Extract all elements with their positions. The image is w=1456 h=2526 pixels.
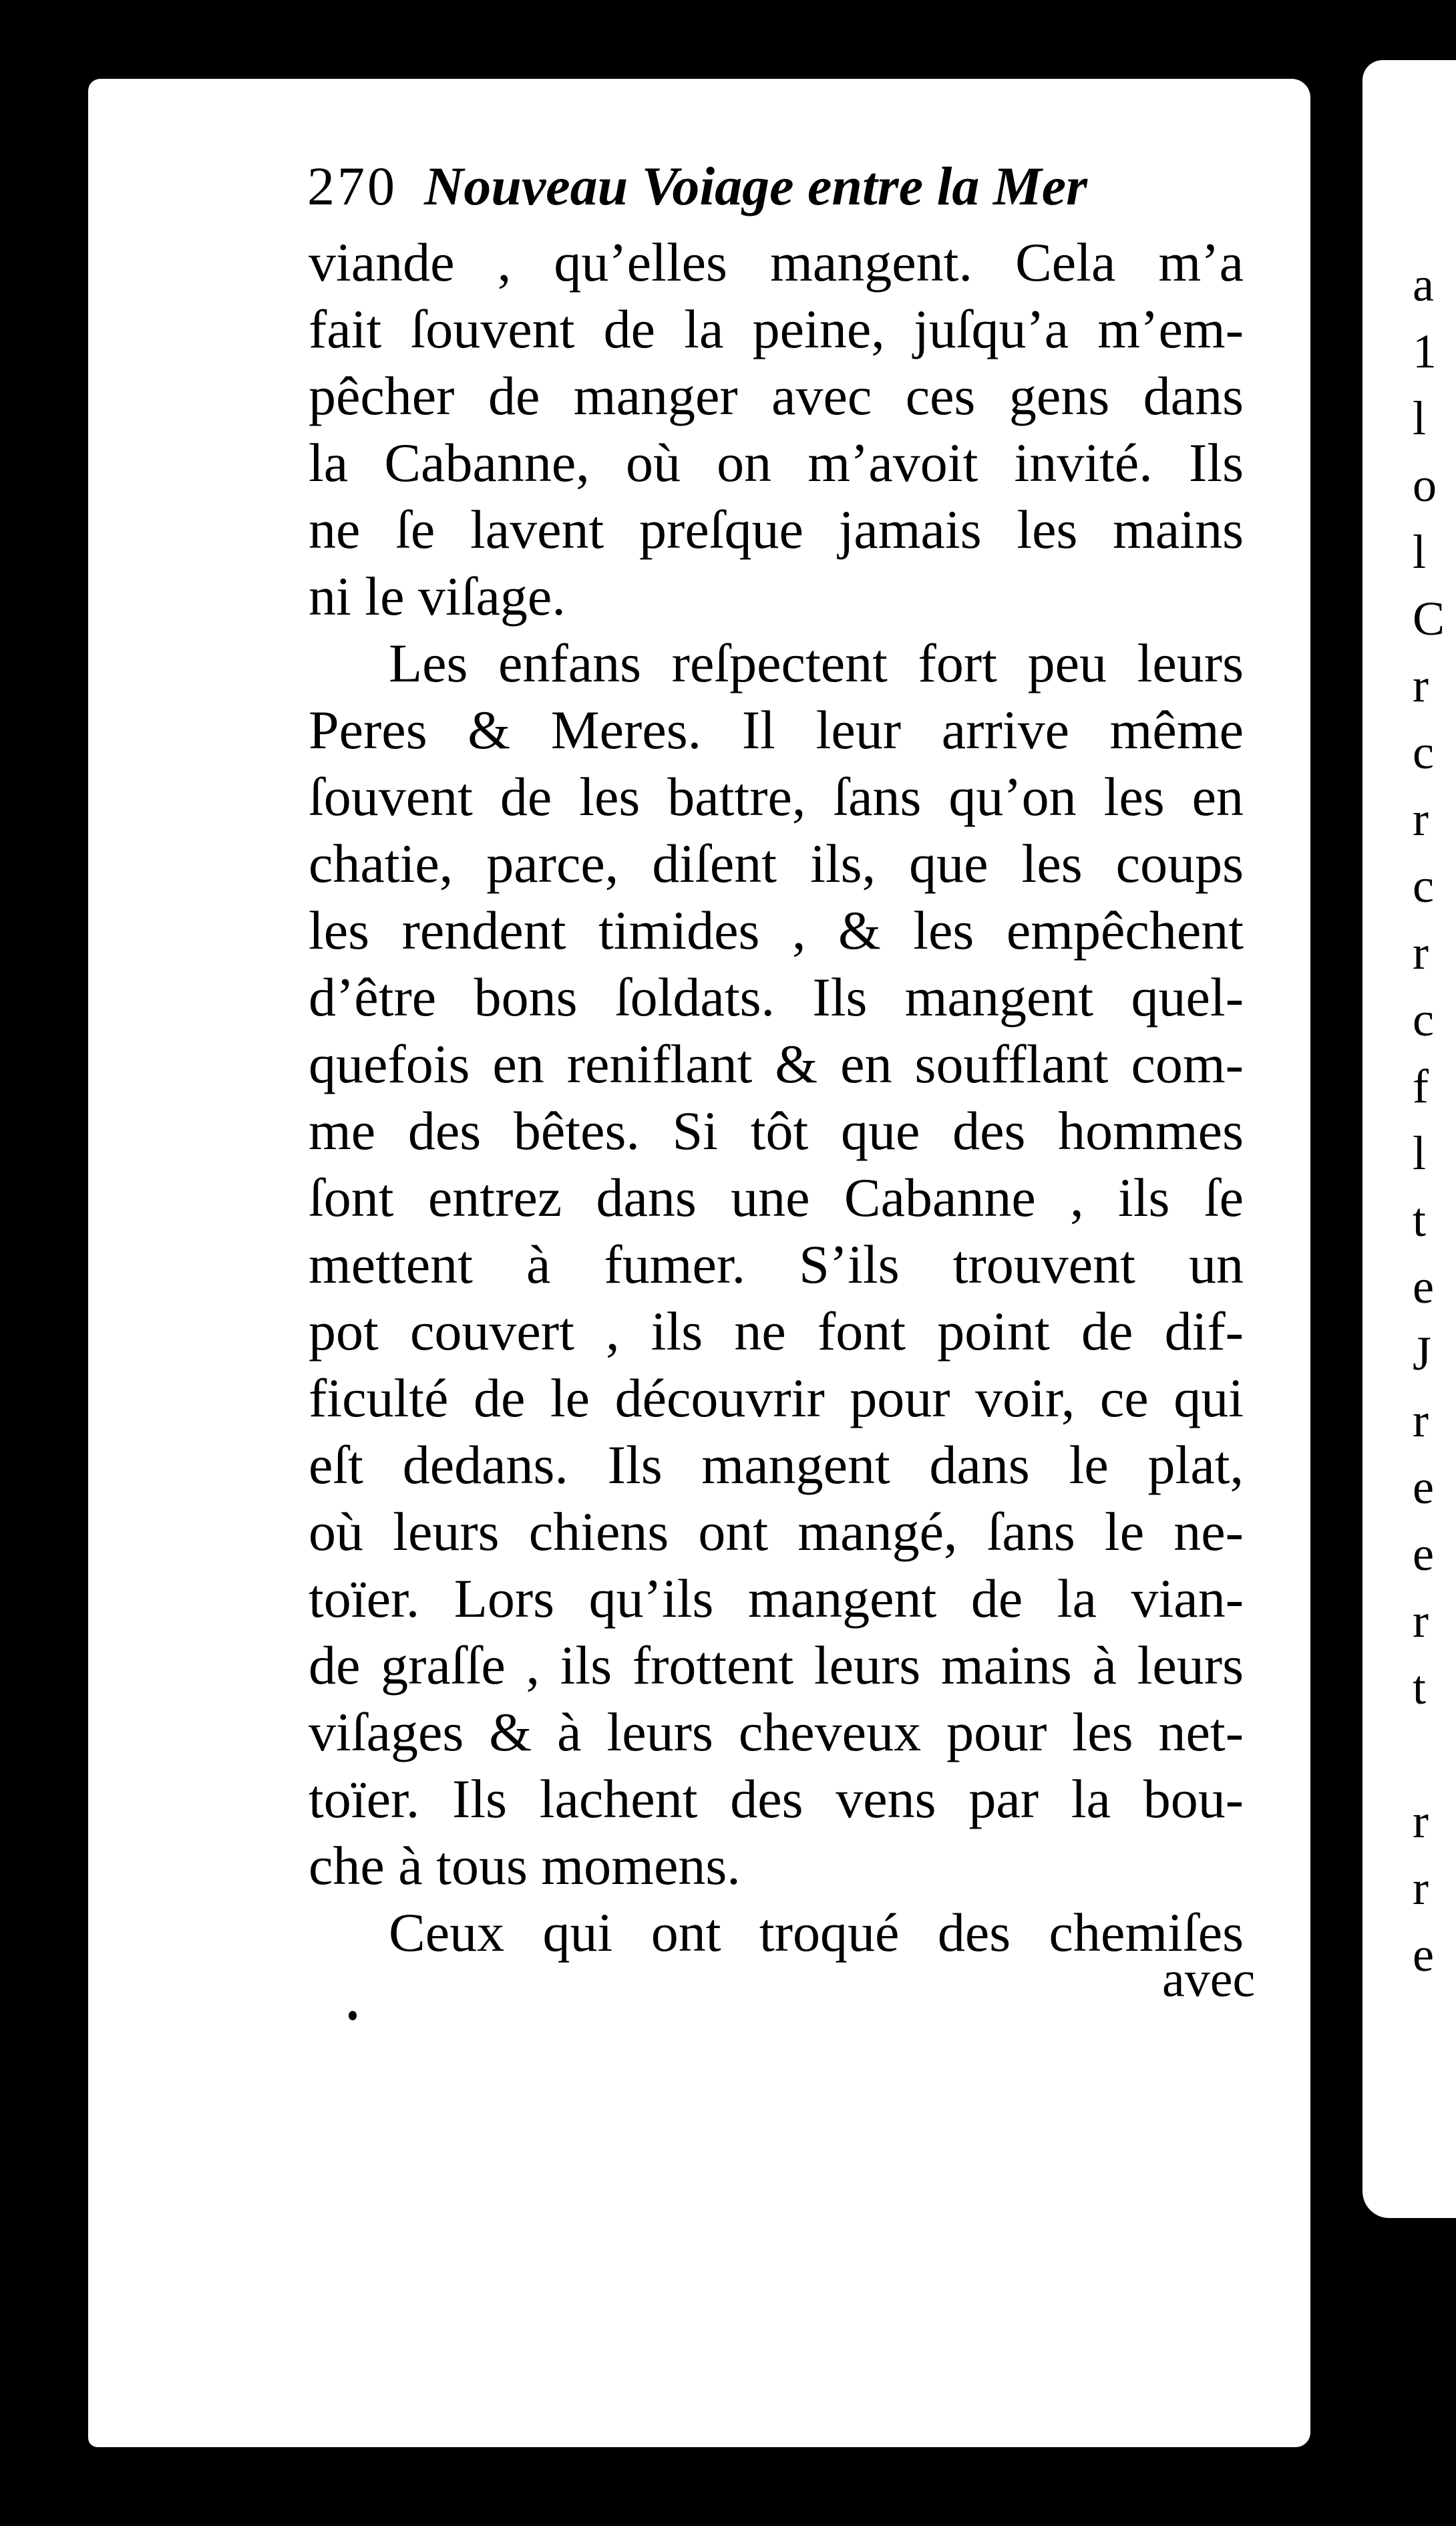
adjacent-page-letter: l (1413, 1126, 1427, 1180)
text-line: pêcher de manger avec ces gens dans (309, 365, 1244, 426)
adjacent-page-letter: r (1413, 1594, 1429, 1647)
adjacent-page-letter: C (1413, 592, 1445, 645)
adjacent-page-letter: r (1413, 1794, 1429, 1848)
running-header (307, 155, 1087, 218)
text-line: ſont entrez dans une Cabanne , ils ſe (309, 1167, 1244, 1228)
text-line: ſouvent de les battre, ſans qu’on les en (309, 766, 1244, 827)
text-line: toïer. Lors qu’ils mangent de la vian- (309, 1568, 1244, 1629)
catchword: avec (1162, 1951, 1256, 2008)
adjacent-page-letter: r (1413, 1394, 1429, 1447)
adjacent-page-letter: r (1413, 659, 1429, 712)
text-line: où leurs chiens ont mangé, ſans le ne- (309, 1501, 1244, 1562)
adjacent-page-letter: l (1413, 525, 1427, 579)
text-line: pot couvert , ils ne font point de dif- (309, 1301, 1244, 1362)
text-line: Peres & Meres. Il leur arrive même (309, 699, 1244, 760)
text-line: me des bêtes. Si tôt que des hommes (309, 1100, 1244, 1161)
adjacent-page-edge (1362, 60, 1456, 2218)
text-line: Les enfans reſpectent fort peu leurs (389, 633, 1244, 693)
adjacent-page-letter: e (1413, 1928, 1434, 1982)
text-line: chatie, parce, diſent ils, que les coups (309, 833, 1244, 894)
text-line: che à tous momens. (309, 1835, 741, 1896)
text-line: quefois en reniflant & en soufflant com- (309, 1034, 1244, 1094)
text-line: eſt dedans. Ils mangent dans le plat, (309, 1434, 1244, 1495)
text-line: ni le viſage. (309, 566, 566, 627)
adjacent-page-letter: 1 (1413, 325, 1437, 378)
adjacent-page-letter: c (1413, 726, 1434, 779)
adjacent-page-letter: e (1413, 1527, 1434, 1581)
text-line: fait ſouvent de la peine, juſqu’a m’em- (309, 299, 1244, 359)
adjacent-page-letter: J (1413, 1327, 1432, 1380)
text-line: ne ſe lavent preſque jamais les mains (309, 499, 1244, 560)
adjacent-page-letter: e (1413, 1260, 1434, 1313)
adjacent-page-letter: t (1413, 1661, 1427, 1714)
adjacent-page-letter: o (1413, 458, 1437, 512)
adjacent-page-letter: r (1413, 1861, 1429, 1915)
adjacent-page-letter: c (1413, 859, 1434, 913)
adjacent-page-letter: c (1413, 993, 1434, 1046)
adjacent-page-letter: l (1413, 391, 1427, 445)
adjacent-page-letter: a (1413, 258, 1434, 311)
adjacent-page-letter: r (1413, 792, 1429, 846)
page-number: 270 (307, 156, 397, 216)
adjacent-page-letter: t (1413, 1193, 1427, 1247)
text-line: la Cabanne, où on m’avoit invité. Ils (309, 432, 1244, 493)
text-line: de graſſe , ils frottent leurs mains à leurs (309, 1635, 1244, 1696)
ink-speck (349, 2011, 357, 2020)
adjacent-page-letter: e (1413, 1460, 1434, 1514)
text-line: Ceux qui ont troqué des chemiſes (389, 1902, 1244, 1963)
running-title: Nouveau Voiage entre la Mer (424, 156, 1088, 216)
text-line: viande , qu’elles mangent. Cela m’a (309, 232, 1244, 293)
text-line: toïer. Ils lachent des vens par la bou- (309, 1768, 1244, 1829)
text-line: d’être bons ſoldats. Ils mangent quel- (309, 967, 1244, 1028)
text-line: viſages & à leurs cheveux pour les net- (309, 1702, 1244, 1762)
adjacent-page-letter: f (1413, 1060, 1429, 1113)
text-line: les rendent timides , & les empêchent (309, 900, 1244, 961)
adjacent-page-letter: r (1413, 926, 1429, 979)
text-line: ficulté de le découvrir pour voir, ce qui (309, 1368, 1244, 1428)
text-line: mettent à fumer. S’ils trouvent un (309, 1234, 1244, 1295)
